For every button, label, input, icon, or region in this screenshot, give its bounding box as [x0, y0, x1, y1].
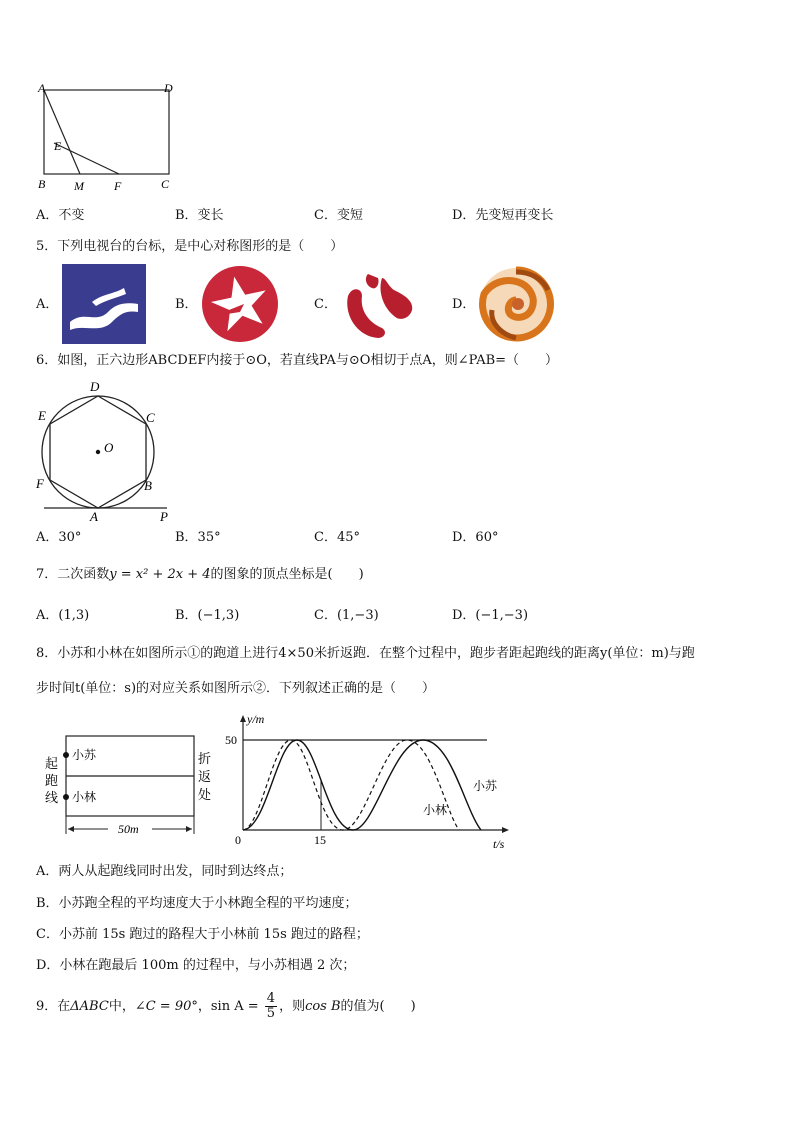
- q6-label-A: A: [90, 509, 98, 523]
- q8-track-distance: 50m: [118, 822, 139, 836]
- q7-option-a[interactable]: A．(1,3): [36, 608, 90, 623]
- q6-stem: 6．如图，正六边形ABCDEF内接于⊙O，若直线PA与⊙O相切于点A，则∠PAB=（ ）: [36, 353, 559, 368]
- q8-option-b[interactable]: B．小苏跑全程的平均速度大于小林跑全程的平均速度；: [36, 896, 358, 911]
- q5-logo-d[interactable]: [476, 264, 560, 344]
- q6-label-C: C: [146, 410, 155, 425]
- tv-logo-star-icon: [200, 264, 284, 344]
- q7-option-c[interactable]: C．(1,−3): [314, 608, 379, 623]
- q9-cos: cos B: [305, 999, 341, 1014]
- q4-option-a[interactable]: A．不变: [36, 208, 85, 223]
- q4-label-A: A: [38, 81, 46, 95]
- q5-logo-b[interactable]: [200, 264, 284, 344]
- q4-label-F: F: [114, 179, 122, 193]
- q8-graph-origin: 0: [235, 833, 241, 847]
- q6-option-a[interactable]: A．30°: [36, 530, 82, 545]
- q5-stem: 5．下列电视台的台标，是中心对称图形的是（ ）: [36, 239, 344, 254]
- q9-mid3: ，则: [279, 999, 306, 1014]
- q9-prefix: 9．在: [36, 999, 71, 1014]
- q5-logo-c[interactable]: [338, 266, 422, 346]
- q8-graph-label-xiaolin: 小林: [423, 803, 448, 817]
- q8-graph-x-axis: t/s: [493, 837, 505, 851]
- q4-option-b[interactable]: B．变长: [175, 208, 224, 223]
- q7-stem-suffix: 的图象的顶点坐标是( ): [210, 567, 364, 582]
- q4-option-d[interactable]: D．先变短再变长: [452, 208, 554, 223]
- q9-frac-num: 4: [266, 991, 276, 1006]
- q6-option-d[interactable]: D．60°: [452, 530, 499, 545]
- q6-label-D: D: [90, 379, 100, 394]
- q8-track-turn-2: 返: [198, 769, 212, 784]
- q8-graph-y-tick: 50: [225, 733, 237, 747]
- q8-graph-x-tick: 15: [314, 833, 326, 847]
- q4-label-C: C: [161, 177, 170, 191]
- q6-label-B: B: [144, 478, 152, 493]
- tv-logo-curl-icon: [338, 266, 422, 344]
- q4-label-E: E: [54, 139, 62, 153]
- q9-mid1: 中，: [108, 999, 135, 1014]
- q6-label-F: F: [36, 476, 44, 491]
- q6-label-O: O: [104, 440, 114, 455]
- q8-graph-y-axis: y/m: [247, 712, 265, 726]
- q6-hexagon-figure: [32, 378, 182, 523]
- q8-track-turn-1: 折: [198, 751, 212, 766]
- q6-label-P: P: [160, 509, 168, 523]
- q8-track-figure: [38, 728, 223, 843]
- q4-label-D: D: [164, 81, 173, 95]
- q8-graph-figure: [225, 710, 515, 852]
- q5-logo-a[interactable]: [62, 264, 146, 344]
- q7-option-d[interactable]: D．(−1,−3): [452, 608, 529, 623]
- q4-label-B: B: [38, 177, 46, 191]
- q8-track-start-2: 跑: [45, 773, 59, 788]
- q5-option-b[interactable]: B．: [175, 297, 198, 312]
- q8-option-c[interactable]: C．小苏前 15s 跑过的路程大于小林前 15s 跑过的路程；: [36, 927, 369, 942]
- q7-stem-prefix: 7．二次函数: [36, 567, 110, 582]
- q6-label-E: E: [38, 408, 46, 423]
- q8-track-turn-3: 处: [198, 787, 212, 802]
- q9-frac-den: 5: [266, 1006, 276, 1021]
- q7-option-b[interactable]: B．(−1,3): [175, 608, 240, 623]
- q4-rectangle-figure: [30, 80, 190, 195]
- tv-logo-swirl-icon: [476, 264, 560, 344]
- q9-suffix: 的值为( ): [340, 999, 416, 1014]
- q4-option-c[interactable]: C．变短: [314, 208, 363, 223]
- q9-triangle: ΔABC: [70, 999, 109, 1014]
- q5-option-a[interactable]: A．: [36, 297, 59, 312]
- q8-track-start-1: 起: [45, 756, 59, 771]
- q8-track-runner2: 小林: [72, 790, 97, 804]
- tv-logo-wave-icon: [62, 264, 146, 344]
- q9-sin: sin A =: [210, 999, 259, 1014]
- q9-fraction: [265, 992, 277, 1021]
- q6-option-b[interactable]: B．35°: [175, 530, 221, 545]
- q9-angle: ∠C = 90°: [134, 999, 198, 1014]
- q6-option-c[interactable]: C．45°: [314, 530, 360, 545]
- q8-stem-line1: 8．小苏和小林在如图所示①的跑道上进行4×50米折返跑．在整个过程中，跑步者距起跑线的距离y(单位：m)与跑: [36, 646, 695, 661]
- q8-track-runner1: 小苏: [72, 748, 97, 762]
- q8-graph-label-xiaosu: 小苏: [473, 779, 498, 793]
- q9-stem: [36, 992, 416, 1021]
- q5-option-d[interactable]: D．: [452, 297, 476, 312]
- q7-formula: y = x² + 2x + 4: [109, 567, 211, 582]
- q7-stem: [36, 566, 364, 584]
- q8-option-d[interactable]: D．小林在跑最后 100m 的过程中，与小苏相遇 2 次；: [36, 958, 356, 973]
- q9-mid2: ，: [197, 999, 211, 1014]
- q8-option-a[interactable]: A．两人从起跑线同时出发，同时到达终点；: [36, 864, 293, 879]
- q5-option-c[interactable]: C．: [314, 297, 337, 312]
- q4-label-M: M: [74, 179, 84, 193]
- q8-track-start-3: 线: [45, 790, 59, 805]
- q8-stem-line2: 步时间t(单位：s)的对应关系如图所示②．下列叙述正确的是（ ）: [36, 681, 436, 696]
